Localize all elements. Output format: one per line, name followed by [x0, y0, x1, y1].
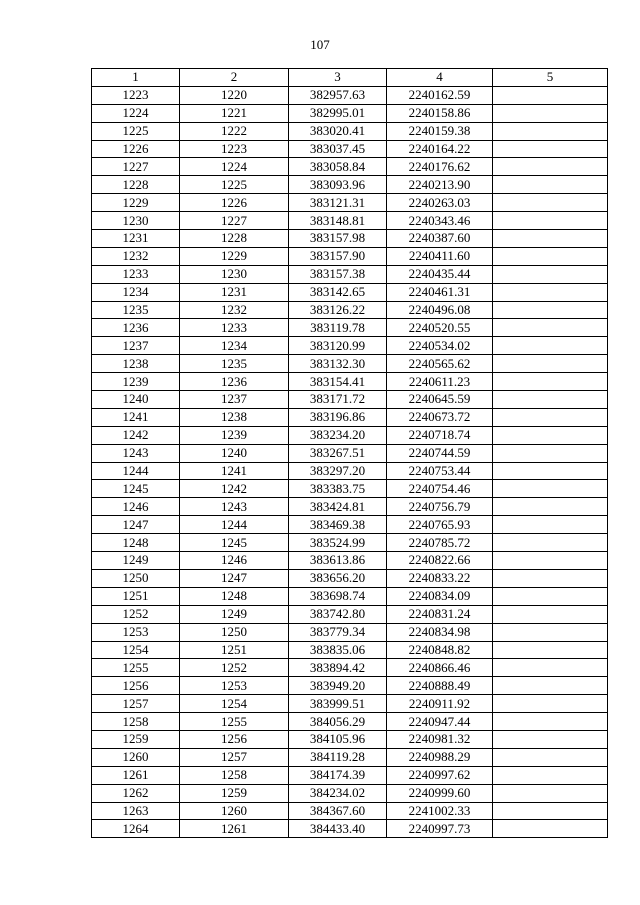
table-row [92, 516, 608, 534]
table-cell: 382957.63 [289, 86, 387, 104]
table-cell: 383196.86 [289, 408, 387, 426]
table-cell: 383142.65 [289, 283, 387, 301]
table-cell: 2240997.62 [387, 766, 493, 784]
table-cell: 1232 [180, 301, 289, 319]
table-cell [493, 587, 608, 605]
table-cell: 383698.74 [289, 587, 387, 605]
table-cell: 1225 [92, 122, 180, 140]
table-cell: 1248 [92, 534, 180, 552]
table-cell: 1259 [92, 730, 180, 748]
table-row [92, 265, 608, 283]
table-cell: 1226 [92, 140, 180, 158]
table-cell: 2240718.74 [387, 426, 493, 444]
table-cell: 1258 [180, 766, 289, 784]
table-cell: 383949.20 [289, 677, 387, 695]
table-cell [493, 784, 608, 802]
table-cell: 1245 [180, 534, 289, 552]
table-cell: 1236 [92, 319, 180, 337]
table-cell [493, 641, 608, 659]
table-cell: 1257 [92, 695, 180, 713]
table-cell [493, 283, 608, 301]
table-row [92, 230, 608, 248]
table-cell: 383424.81 [289, 498, 387, 516]
table-cell [493, 158, 608, 176]
table-cell [493, 176, 608, 194]
table-cell: 2240999.60 [387, 784, 493, 802]
table-cell: 384174.39 [289, 766, 387, 784]
table-row [92, 695, 608, 713]
table-row [92, 194, 608, 212]
table-cell [493, 247, 608, 265]
table-cell: 383524.99 [289, 534, 387, 552]
table-cell: 1257 [180, 748, 289, 766]
table-cell: 2240866.46 [387, 659, 493, 677]
table-cell: 2240997.73 [387, 820, 493, 838]
table-cell: 383999.51 [289, 695, 387, 713]
table-cell: 1241 [180, 462, 289, 480]
table-cell: 1238 [180, 408, 289, 426]
page-number: 107 [310, 37, 330, 52]
table-cell: 383742.80 [289, 605, 387, 623]
table-cell [493, 802, 608, 820]
table-cell: 1222 [180, 122, 289, 140]
table-cell: 384367.60 [289, 802, 387, 820]
table-cell: 1237 [92, 337, 180, 355]
table-cell: 1254 [92, 641, 180, 659]
table-cell: 2240565.62 [387, 355, 493, 373]
table-row [92, 426, 608, 444]
table-cell: 383383.75 [289, 480, 387, 498]
table-cell: 1238 [92, 355, 180, 373]
table-cell: 2240263.03 [387, 194, 493, 212]
table-row [92, 713, 608, 731]
table-row [92, 212, 608, 230]
table-cell: 1256 [180, 730, 289, 748]
table-cell [493, 212, 608, 230]
column-header: 4 [387, 69, 493, 87]
table-cell: 383157.38 [289, 265, 387, 283]
table-row [92, 408, 608, 426]
table-cell [493, 230, 608, 248]
table-cell: 383469.38 [289, 516, 387, 534]
table-cell [493, 498, 608, 516]
table-row [92, 391, 608, 409]
table-cell: 1228 [92, 176, 180, 194]
table-cell: 2240645.59 [387, 391, 493, 409]
column-header: 5 [493, 69, 608, 87]
table-cell: 2241002.33 [387, 802, 493, 820]
table-cell: 1230 [180, 265, 289, 283]
table-cell [493, 426, 608, 444]
table-cell: 1239 [180, 426, 289, 444]
table-cell: 1248 [180, 587, 289, 605]
table-cell: 2240387.60 [387, 230, 493, 248]
table-row [92, 86, 608, 104]
table-cell [493, 355, 608, 373]
table-cell: 1240 [180, 444, 289, 462]
table-cell: 383267.51 [289, 444, 387, 462]
table-cell: 383154.41 [289, 373, 387, 391]
table-cell: 383835.06 [289, 641, 387, 659]
table-cell: 1242 [180, 480, 289, 498]
table-row [92, 373, 608, 391]
table-cell: 1232 [92, 247, 180, 265]
table-cell: 2240162.59 [387, 86, 493, 104]
table-cell: 1240 [92, 391, 180, 409]
table-cell: 1254 [180, 695, 289, 713]
table-cell: 2240834.98 [387, 623, 493, 641]
table-cell: 383779.34 [289, 623, 387, 641]
table-row [92, 534, 608, 552]
table-cell: 1223 [180, 140, 289, 158]
table-cell: 383120.99 [289, 337, 387, 355]
table-cell: 384234.02 [289, 784, 387, 802]
table-cell: 2240213.90 [387, 176, 493, 194]
table-cell: 1249 [180, 605, 289, 623]
table-row [92, 140, 608, 158]
table-cell: 1252 [92, 605, 180, 623]
table-cell [493, 677, 608, 695]
table-cell: 1230 [92, 212, 180, 230]
table-cell: 383058.84 [289, 158, 387, 176]
table-row [92, 623, 608, 641]
table-cell: 1246 [92, 498, 180, 516]
table-cell: 383894.42 [289, 659, 387, 677]
table-cell: 1251 [180, 641, 289, 659]
table-cell: 2240496.08 [387, 301, 493, 319]
table-cell: 383157.98 [289, 230, 387, 248]
table-row [92, 355, 608, 373]
table-cell: 1255 [92, 659, 180, 677]
table-cell [493, 444, 608, 462]
table-cell [493, 569, 608, 587]
table-cell: 2240411.60 [387, 247, 493, 265]
column-header: 3 [289, 69, 387, 87]
table-row [92, 766, 608, 784]
column-header: 1 [92, 69, 180, 87]
table-cell: 1226 [180, 194, 289, 212]
table-cell: 1247 [92, 516, 180, 534]
table-row [92, 319, 608, 337]
table-cell: 1250 [92, 569, 180, 587]
table-cell: 1256 [92, 677, 180, 695]
table-cell: 1233 [92, 265, 180, 283]
table-cell: 382995.01 [289, 104, 387, 122]
table-cell: 1224 [180, 158, 289, 176]
table-cell: 2240947.44 [387, 713, 493, 731]
table-cell: 1250 [180, 623, 289, 641]
table-row [92, 784, 608, 802]
table-cell: 384433.40 [289, 820, 387, 838]
table-cell: 2240343.46 [387, 212, 493, 230]
table-cell: 1261 [180, 820, 289, 838]
table-row [92, 802, 608, 820]
table-cell [493, 730, 608, 748]
table-cell [493, 480, 608, 498]
table-cell: 2240176.62 [387, 158, 493, 176]
table-cell [493, 391, 608, 409]
table-row [92, 122, 608, 140]
table-cell: 2240158.86 [387, 104, 493, 122]
table-cell [493, 748, 608, 766]
table-cell: 383126.22 [289, 301, 387, 319]
table-cell: 2240765.93 [387, 516, 493, 534]
table-cell: 1231 [180, 283, 289, 301]
table-cell: 1234 [180, 337, 289, 355]
table-header-row [92, 69, 608, 87]
table-cell: 2240785.72 [387, 534, 493, 552]
table-cell: 383297.20 [289, 462, 387, 480]
table-cell: 1264 [92, 820, 180, 838]
table-cell: 1235 [92, 301, 180, 319]
table-cell: 2240673.72 [387, 408, 493, 426]
table-cell: 383093.96 [289, 176, 387, 194]
table-cell [493, 713, 608, 731]
table-cell: 1246 [180, 552, 289, 570]
table-cell: 1239 [92, 373, 180, 391]
table-row [92, 337, 608, 355]
table-cell: 2240848.82 [387, 641, 493, 659]
table-cell: 383119.78 [289, 319, 387, 337]
table-cell [493, 516, 608, 534]
table-cell: 1245 [92, 480, 180, 498]
table-cell: 2240164.22 [387, 140, 493, 158]
table-row [92, 301, 608, 319]
table-cell: 2240753.44 [387, 462, 493, 480]
table-cell: 2240159.38 [387, 122, 493, 140]
table-cell: 383132.30 [289, 355, 387, 373]
table-row [92, 158, 608, 176]
table-cell: 2240435.44 [387, 265, 493, 283]
table-cell: 2240520.55 [387, 319, 493, 337]
table-row [92, 605, 608, 623]
table-cell [493, 534, 608, 552]
table-cell: 1251 [92, 587, 180, 605]
table-cell: 1220 [180, 86, 289, 104]
table-cell: 1244 [180, 516, 289, 534]
table-row [92, 730, 608, 748]
table-row [92, 480, 608, 498]
table-cell: 1228 [180, 230, 289, 248]
table-cell: 2240461.31 [387, 283, 493, 301]
table-cell: 1252 [180, 659, 289, 677]
table-cell: 1260 [180, 802, 289, 820]
table-cell: 1229 [180, 247, 289, 265]
table-cell: 383157.90 [289, 247, 387, 265]
table-cell: 2240534.02 [387, 337, 493, 355]
table-cell [493, 265, 608, 283]
table-cell [493, 462, 608, 480]
column-header: 2 [180, 69, 289, 87]
table-cell: 1233 [180, 319, 289, 337]
table-cell: 383234.20 [289, 426, 387, 444]
table-cell: 1243 [92, 444, 180, 462]
table-cell [493, 623, 608, 641]
table-row [92, 641, 608, 659]
table-cell: 1253 [92, 623, 180, 641]
table-cell [493, 122, 608, 140]
table-cell [493, 301, 608, 319]
table-cell: 384119.28 [289, 748, 387, 766]
table-cell [493, 695, 608, 713]
table-cell [493, 820, 608, 838]
table-cell: 1249 [92, 552, 180, 570]
table-row [92, 444, 608, 462]
table-cell: 1242 [92, 426, 180, 444]
table-cell: 1234 [92, 283, 180, 301]
table-row [92, 569, 608, 587]
table-cell: 1260 [92, 748, 180, 766]
table-cell: 2240981.32 [387, 730, 493, 748]
table-row [92, 247, 608, 265]
table-cell: 383613.86 [289, 552, 387, 570]
table-cell: 1237 [180, 391, 289, 409]
table-cell: 384056.29 [289, 713, 387, 731]
table-row [92, 748, 608, 766]
table-cell: 1258 [92, 713, 180, 731]
table-cell: 1259 [180, 784, 289, 802]
table-row [92, 552, 608, 570]
table-cell: 1247 [180, 569, 289, 587]
table-cell: 1243 [180, 498, 289, 516]
table-cell [493, 605, 608, 623]
table-cell: 1261 [92, 766, 180, 784]
table-cell: 2240611.23 [387, 373, 493, 391]
table-cell: 1231 [92, 230, 180, 248]
table-row [92, 820, 608, 838]
table-cell [493, 337, 608, 355]
table-row [92, 176, 608, 194]
table-cell: 1227 [180, 212, 289, 230]
table-row [92, 283, 608, 301]
table-cell: 2240911.92 [387, 695, 493, 713]
table-cell: 383171.72 [289, 391, 387, 409]
table-cell: 1224 [92, 104, 180, 122]
table-cell [493, 373, 608, 391]
table-row [92, 659, 608, 677]
table-cell: 1244 [92, 462, 180, 480]
table-cell: 1236 [180, 373, 289, 391]
table-cell: 1255 [180, 713, 289, 731]
table-cell [493, 104, 608, 122]
table-cell: 2240822.66 [387, 552, 493, 570]
table-cell: 384105.96 [289, 730, 387, 748]
table-cell: 383037.45 [289, 140, 387, 158]
table-cell: 1223 [92, 86, 180, 104]
table-row [92, 462, 608, 480]
table-cell [493, 140, 608, 158]
table-cell [493, 408, 608, 426]
table-row [92, 498, 608, 516]
table-cell: 383148.81 [289, 212, 387, 230]
table-cell: 383656.20 [289, 569, 387, 587]
table-cell: 1221 [180, 104, 289, 122]
table-cell: 1225 [180, 176, 289, 194]
table-cell: 2240756.79 [387, 498, 493, 516]
table-cell [493, 659, 608, 677]
table-cell: 1253 [180, 677, 289, 695]
table-cell: 2240988.29 [387, 748, 493, 766]
table-cell: 1241 [92, 408, 180, 426]
table-cell: 2240754.46 [387, 480, 493, 498]
table-cell: 1235 [180, 355, 289, 373]
table-cell [493, 194, 608, 212]
table-cell: 2240831.24 [387, 605, 493, 623]
coordinates-table [91, 68, 608, 838]
table-row [92, 677, 608, 695]
table-cell: 1227 [92, 158, 180, 176]
table-cell [493, 766, 608, 784]
table-cell: 1262 [92, 784, 180, 802]
table-cell: 2240744.59 [387, 444, 493, 462]
table-body [92, 86, 608, 837]
table-cell: 2240833.22 [387, 569, 493, 587]
table-cell [493, 319, 608, 337]
table-cell: 1263 [92, 802, 180, 820]
table-row [92, 104, 608, 122]
table-cell [493, 552, 608, 570]
table-cell: 383121.31 [289, 194, 387, 212]
table-cell: 2240888.49 [387, 677, 493, 695]
table-cell: 1229 [92, 194, 180, 212]
table-cell [493, 86, 608, 104]
table-cell: 383020.41 [289, 122, 387, 140]
table-cell: 2240834.09 [387, 587, 493, 605]
table-row [92, 587, 608, 605]
